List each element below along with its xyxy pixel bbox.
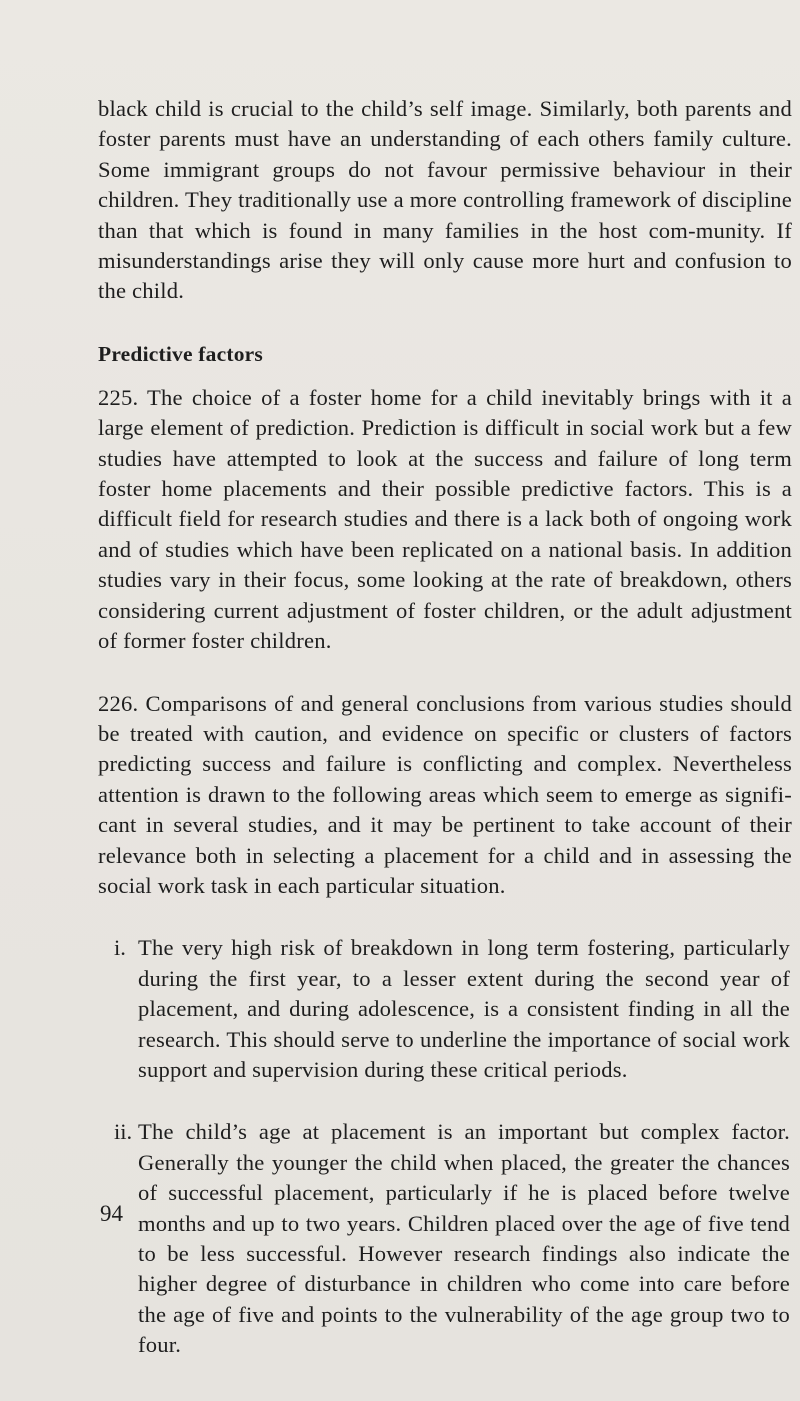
list-item: [98, 1117, 792, 1360]
section-heading: Predictive factors: [98, 341, 263, 366]
factor-list: [98, 933, 792, 1360]
list-item-text: The child’s age at placement is an important but complex factor. Generally the younger the child when placed, the greater the chances of successful placement, particularly if he is placed before twelve months and up to two years. Children placed over the age of five tend to be less successful. However research findings also indicate the higher degree of disturbance in children who come into care before the age of five and points to the vulnerability of the age group two to four.: [138, 1119, 790, 1358]
page-number: 94: [100, 1201, 123, 1226]
list-marker: i.: [114, 935, 126, 961]
intro-paragraph: black child is crucial to the child’s self image. Similarly, both parents and foster parents must have an understanding of each others family culture. Some immigrant groups do not favour permissive behaviour in their children. They traditionally use a more controlling framework of discipline than that which is found in many families in the host com-munity. If misunderstandings arise they will only cause more hurt and confusion to the child.: [98, 96, 792, 304]
list-item: [98, 933, 792, 1085]
list-item-text: The very high risk of breakdown in long term fostering, particularly during the first year, to a lesser extent during the second year of placement, and during adolescence, is a consistent finding in all the research. This should serve to underline the importance of social work support and supervision during these critical periods.: [138, 935, 790, 1082]
page-content: [98, 94, 792, 1361]
paragraph-225: 225. The choice of a foster home for a child inevitably brings with it a large element of prediction. Prediction is difficult in social work but a few studies have attempted to look at the success and failure of long term foster home placements and their possible predictive factors. This is a difficult field for research studies and there is a lack both of ongoing work and of studies which have been replicated on a national basis. In addition studies vary in their focus, some looking at the rate of breakdown, others considering current adjustment of foster children, or the adult adjustment of former foster children.: [98, 384, 792, 654]
list-marker: ii.: [114, 1119, 133, 1145]
paragraph-226: 226. Comparisons of and general conclusions from various studies should be treated with caution, and evidence on specific or clusters of factors predicting success and failure is conflicting and complex. Nevertheless attention is drawn to the following areas which seem to emerge as signifi-cant in several studies, and it may be pertinent to take account of their relevance both in selecting a placement for a child and in assessing the social work task in each particular situation.: [98, 690, 792, 898]
